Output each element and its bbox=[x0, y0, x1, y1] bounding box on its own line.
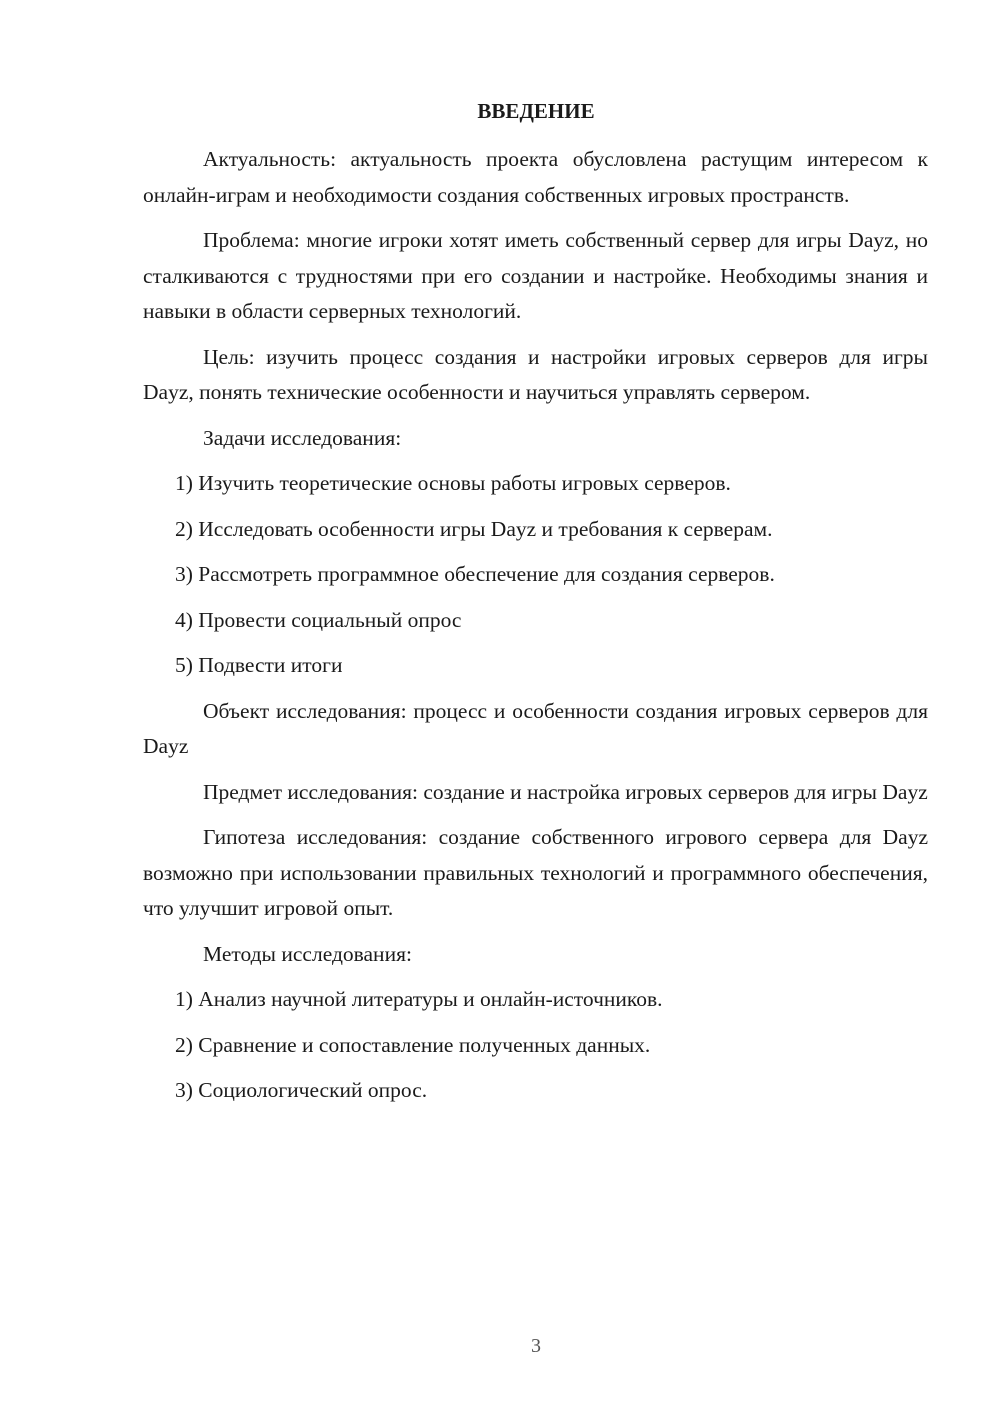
list-item: 2) Сравнение и сопоставление полученных данных. bbox=[175, 1032, 651, 1057]
list-item: 2) Исследовать особенности игры Dayz и требования к серверам. bbox=[175, 516, 773, 541]
list-item: 3) Социологический опрос. bbox=[175, 1078, 428, 1102]
page-title: ВВЕДЕНИЕ bbox=[477, 99, 595, 123]
paragraph-goal: Цель: изучить процесс создания и настройки игровых серверов для игры Dayz, понять технические особенности и научиться управлять сервером. bbox=[143, 344, 928, 404]
methods-list bbox=[143, 982, 928, 1109]
paragraph-problem: Проблема: многие игроки хотят иметь собственный сервер для игры Dayz, но сталкиваются с трудностями при его создании и настройке. Необходимы знания и навыки в области серверных технологий. bbox=[143, 228, 928, 323]
list-item: 1) Анализ научной литературы и онлайн-источников. bbox=[175, 987, 663, 1011]
list-item: 4) Провести социальный опрос bbox=[175, 607, 462, 632]
tasks-list bbox=[143, 466, 928, 684]
list-item: 5) Подвести итоги bbox=[175, 653, 343, 677]
document-body bbox=[143, 142, 928, 1119]
paragraph-relevance: Актуальность: актуальность проекта обусловлена растущим интересом к онлайн-играм и необходимости создания собственных игровых пространств. bbox=[143, 147, 928, 207]
page-number: 3 bbox=[531, 1335, 541, 1357]
paragraph-subject: Предмет исследования: создание и настройка игровых серверов для игры Dayz bbox=[203, 779, 928, 804]
paragraph-hypothesis: Гипотеза исследования: создание собственного игрового сервера для Dayz возможно при использовании правильных технологий и программного обеспечения, что улучшит игровой опыт. bbox=[143, 825, 928, 920]
methods-heading: Методы исследования: bbox=[203, 941, 412, 966]
list-item: 1) Изучить теоретические основы работы игровых серверов. bbox=[175, 471, 731, 495]
paragraph-object: Объект исследования: процесс и особенности создания игровых серверов для Dayz bbox=[143, 698, 928, 758]
list-item: 3) Рассмотреть программное обеспечение для создания серверов. bbox=[175, 562, 775, 586]
tasks-heading: Задачи исследования: bbox=[203, 425, 402, 450]
